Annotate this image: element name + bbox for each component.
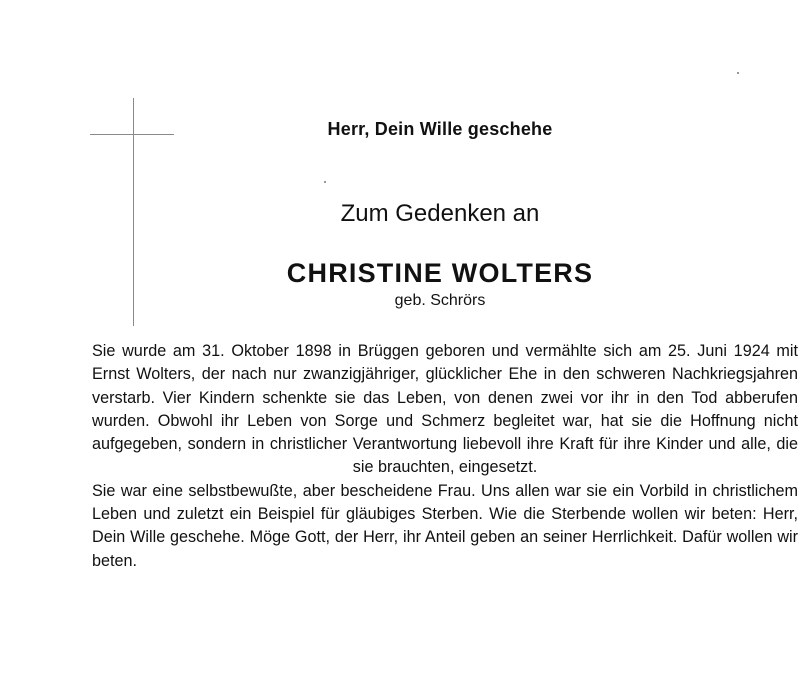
biography-paragraph: Sie war eine selbstbewußte, aber bescheidene Frau. Uns allen war sie ein Vorbild in christlichem Leben und zuletzt ein Beispiel für gläubiges Sterben. Wie die Sterbende wollen wir beten: Herr, Dein Wille geschehe. Möge Gott, der Herr, ihr Anteil geben an seiner Herrlichkeit. Dafür wollen wir beten. bbox=[92, 481, 798, 570]
biography bbox=[92, 340, 798, 573]
maiden-name: geb. Schrörs bbox=[394, 292, 486, 309]
print-speck bbox=[737, 72, 739, 74]
cross-horizontal-bar bbox=[90, 134, 174, 135]
biography-paragraph: Sie wurde am 31. Oktober 1898 in Brüggen geboren und vermählte sich am 25. Juni 1924 mit Ernst Wolters, der nach nur zwanzigjähriger, glücklicher Ehe in den schweren Nachkriegsjahren verstarb. Vier Kindern schenkte sie das Leben, von denen zwei vor ihr in den Tod abberufen wurden. Obwohl ihr Leben von Sorge und Schmerz begleitet war, hat sie die Hoffnung nicht aufgegeben, sondern in christlicher Verantwortung liebevoll ihre Kraft für ihre Kinder und alle, die sie brauchten, eingesetzt. bbox=[92, 342, 798, 477]
memorial-heading: Zum Gedenken an bbox=[340, 200, 540, 227]
motto: Herr, Dein Wille geschehe bbox=[327, 119, 553, 139]
cross-vertical-bar bbox=[133, 98, 134, 326]
deceased-name: CHRISTINE WOLTERS bbox=[286, 258, 594, 288]
print-speck bbox=[324, 181, 326, 183]
